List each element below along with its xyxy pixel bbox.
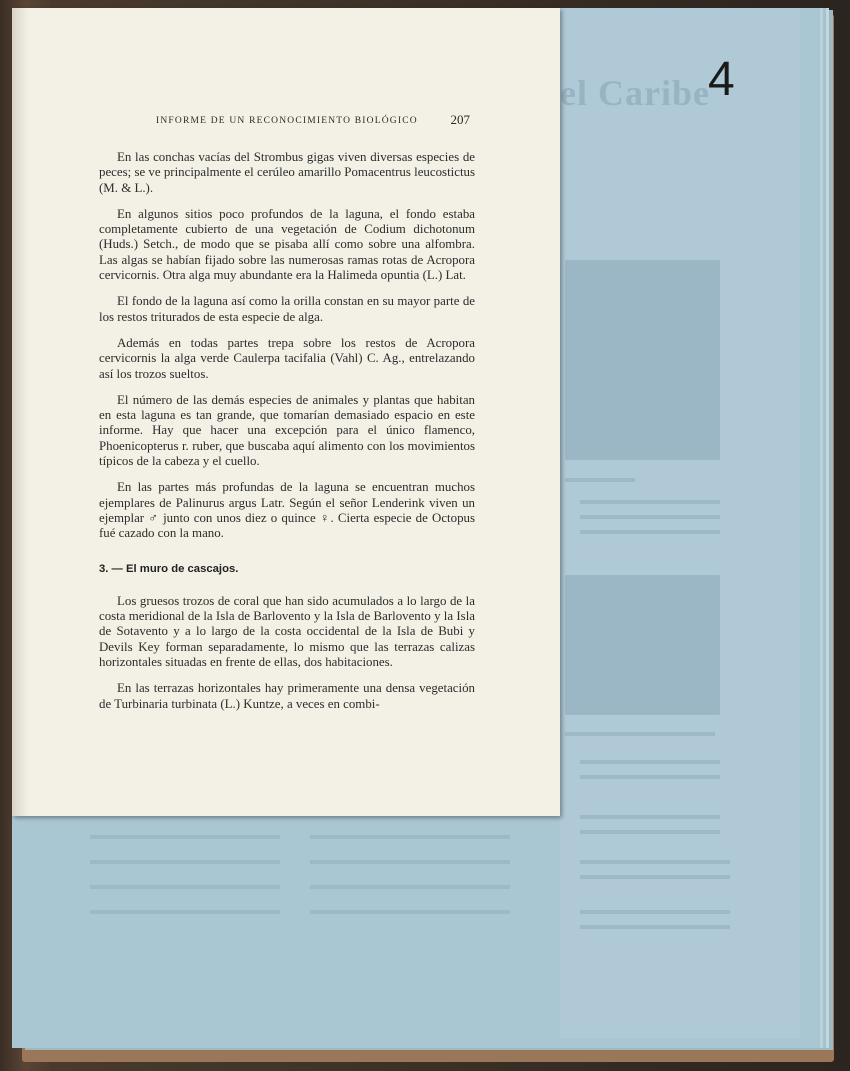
paragraph: En las terrazas horizontales hay primeramente una densa vegetación de Turbinaria turbinata (L.) Kuntze, a veces en combi- xyxy=(99,681,475,711)
show-through-line xyxy=(580,530,720,534)
paragraph: En algunos sitios poco profundos de la laguna, el fondo estaba completamente cubierto de una vegetación de Codium dichotonum (Huds.) Setch., de modo que se pisaba allí como sobre una alfombra. Las algas se habían fijado sobre las numerosas ramas rotas de Acropora cervicornis. Otra alga muy abundante era la Halimeda opuntia (L.) Lat. xyxy=(99,206,475,283)
paragraph: El fondo de la laguna así como la orilla constan en su mayor parte de los restos triturados de esta especie de alga. xyxy=(99,294,475,324)
running-head xyxy=(100,112,472,132)
show-through-line xyxy=(580,500,720,504)
paragraph: En las partes más profundas de la laguna se encuentran muchos ejemplares de Palinurus argus Latr. Según el señor Lenderink viven un ejemplar ♂ junto con unos diez o quince ♀. Cierta especie de Octopus fué cazado con la mano. xyxy=(99,480,475,541)
show-through-line xyxy=(90,885,280,889)
paragraph: En las conchas vacías del Strombus gigas viven diversas especies de peces; se ve principalmente el cerúleo amarillo Pomacentrus leucostictus (M. & L.). xyxy=(99,150,475,195)
show-through-line xyxy=(565,478,635,482)
show-through-line xyxy=(310,835,510,839)
paragraph: El número de las demás especies de animales y plantas que habitan en esta laguna es tan grande, que tomarían demasiado espacio en este informe. Hay que hacer una excepción para el único flamenco, Phoenicopterus r. ruber, que buscaba aquí alimento con los movimientos típicos de la cabeza y el cuello. xyxy=(99,392,475,469)
show-through-line xyxy=(580,775,720,779)
paragraph: Los gruesos trozos de coral que han sido acumulados a lo largo de la costa meridional de la Isla de Barlovento y la Isla de Barlovento y la Isla de Sotavento y a lo largo de la costa occidental de la Isla de Bubi y Devils Key forman separadamente, lo mismo que las terrazas calizas horizontales situadas en frente de ellas, dos habitaciones. xyxy=(99,593,475,670)
show-through-line xyxy=(580,830,720,834)
show-through-photo-top xyxy=(565,260,720,460)
show-through-line xyxy=(580,760,720,764)
show-through-line xyxy=(90,835,280,839)
page-number: 207 xyxy=(450,112,470,127)
show-through-line xyxy=(580,875,730,879)
show-through-line xyxy=(310,910,510,914)
show-through-line xyxy=(310,885,510,889)
blue-underlying-page xyxy=(560,8,800,1038)
show-through-line xyxy=(580,515,720,519)
page-tab-number: 4 xyxy=(708,53,735,106)
page-spine-shadow xyxy=(12,8,28,816)
show-through-title: el Caribe xyxy=(560,73,710,113)
show-through-line xyxy=(565,732,715,736)
body-text xyxy=(99,150,475,723)
section-heading: 3. — El muro de cascajos. xyxy=(99,562,239,575)
running-head-title: INFORME DE UN RECONOCIMIENTO BIOLÓGICO xyxy=(156,116,418,126)
show-through-photo-bottom xyxy=(565,575,720,715)
show-through-line xyxy=(90,860,280,864)
show-through-line xyxy=(580,815,720,819)
show-through-line xyxy=(580,910,730,914)
show-through-line xyxy=(580,860,730,864)
paragraph: Además en todas partes trepa sobre los restos de Acropora cervicornis la alga verde Caulerpa tacifalia (Vahl) C. Ag., entrelazando así los trozos sueltos. xyxy=(99,335,475,381)
show-through-line xyxy=(580,925,730,929)
show-through-line xyxy=(310,860,510,864)
show-through-line xyxy=(90,910,280,914)
